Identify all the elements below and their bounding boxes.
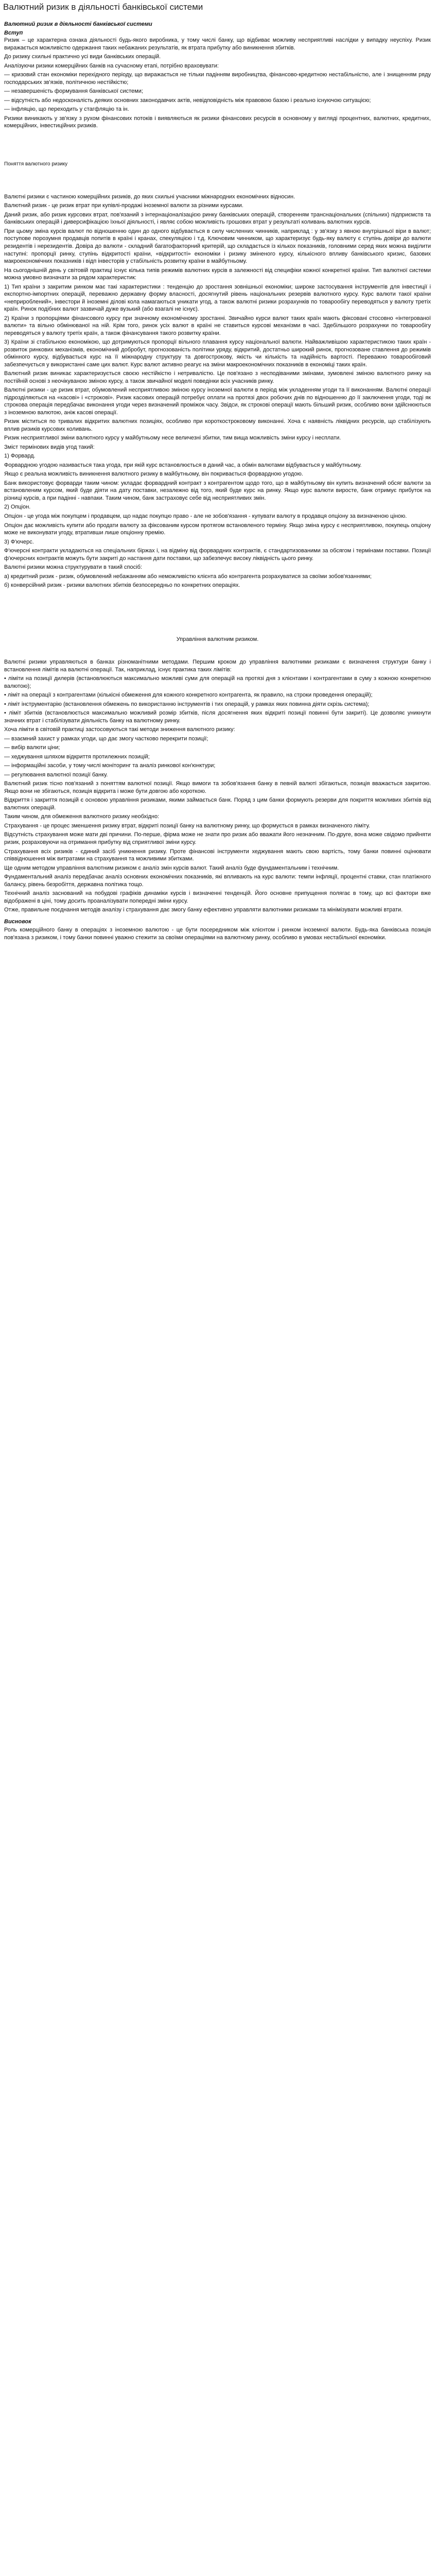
intro-heading: Вступ: [4, 29, 23, 36]
paragraph: 2) Опціон.: [4, 504, 31, 511]
paragraph: Валютні ризики можна структурувати в такий спосіб:: [4, 564, 142, 571]
paragraph: б) конверсійний ризик - ризики валютних збитків безпосередньо по конкретних операціях.: [4, 582, 240, 589]
paragraph: — інформаційні засоби, у тому числі моніторинг та аналіз ринкової кон'юнктури;: [4, 762, 216, 769]
paragraph: — інфляцію, що переходить у стагфляцію та ін.: [4, 106, 129, 113]
paragraph: — незавершеність формування банківської системи;: [4, 88, 143, 95]
document-body: [0, 12, 436, 953]
paragraph: — кризовий стан економіки перехідного періоду, що виражається не тільки падінням виробництва, фінансово-кредитною нестабільністю, але і знищенням ряду господарських зв'язків, політичною нестійкістю;: [4, 72, 431, 86]
paragraph: Банк використовує форварди таким чином: укладає форвардний контракт з контрагентом щодо того, що в майбутньому він купить визначений обсяг валюти за встановленим курсом, який буде діяти на дату поставки, незалежно від того, який буде курс на ринку. Якщо курс валюти виросте, банк отримує прибуток на різниці курсів, а при падінні - навпаки. Таким чином, банк застраховує себе від несприятливих змін.: [4, 480, 431, 501]
paragraph: • ліміт інструментарію (встановлення обмежень по використанню інструментів і тих операцій, у рамках яких повинна діяти скрізь система);: [4, 701, 370, 707]
paragraph: Ризик несприятливої зміни валютного курсу у майбутньому несе величезні збитки, тим вища можливість зміни курсу і несплати.: [4, 435, 341, 442]
paragraph: Ризики виникають у зв'язку з рухом фінансових потоків і виявляються як ризики фінансових ресурсів в основному у вигляді процентних, валютних, кредитних, комерційних, інвестиційних ризиків.: [4, 115, 431, 129]
paragraph: Зміст термінових видів угод такий:: [4, 444, 95, 450]
paragraph: — взаємний захист у рамках угоди, що дає змогу частково перекрити позиції;: [4, 735, 208, 742]
intro-paragraphs: [4, 37, 431, 130]
section-heading-concept: Поняття валютного ризику: [4, 161, 68, 167]
paragraph: При цьому зміна курсів валют по відношенню один до одного відбувається в силу численних чинників, наприклад : у зв'язку з явною внутрішньої віри в валют; поступове порозумня продавців попитів в країні і кранах, спекуляцією і т.д. Ключовим чинником, що характеризує будь-яку валюту є ступінь довіри до валюти резидентів і нерезидентів. Довіра до валюти - складний багатофакторний критерій, що складається із кількох показників, головними серед яких можна виділити наступні: пропорції ринку, ступінь відкритості країни, «відкритості» економіки і ризику зміненого курсу, кількісного впливу банківського кризис, базових макроекономічних показників і відп інвесторів у стабільність розвитку країни в майбутньому.: [4, 228, 431, 265]
paragraph: Валютний ризик тісно пов'язаний з поняттям валютної позиції. Якщо вимоги та зобов'язання банку в певній валюті збігаються, позиція вважається закритою. Якщо вони не збігаються, позиція відкрита і може бути довгою або короткою.: [4, 781, 431, 794]
paragraph: На сьогоднішній день у світовій практиці існує кілька типів режимів валютних курсів в залежності від специфіки кожної конкретної країни. Тип валютної системи можна умовно визначати за рядом характеристик:: [4, 267, 431, 281]
paragraph: • ліміт на операції з контрагентами (кількісні обмеження для кожного конкретного контрагента, як правило, на строки проведення операцій);: [4, 692, 373, 699]
paragraph: Опціон - це угода між покупцем і продавцем, що надає покупцю право - але не зобов'язання - купувати валюту в продавця опціону за визначеною ціною.: [4, 513, 407, 519]
document-heading: Валютний ризик в діяльності банківської системи: [4, 21, 152, 27]
paragraph: Технічний аналіз заснований на побудові графіків динаміки курсів і визначенні тенденцій. Його основне припущення полягає в тому, що всі фактори вже відображені в ціні, тому досить проаналізувати попередні зміни курсу.: [4, 890, 431, 904]
paragraph: Відкриття і закриття позицій є основою управління ризиками, якими займається банк. Поряд з цим банки формують резерви для покриття можливих збитків від валютних операцій.: [4, 797, 431, 811]
paragraph: Таким чином, для обмеження валютного ризику необхідно:: [4, 814, 160, 820]
paragraph: Страхування всіх ризиків - єдиний засіб уникнення ризику. Проте фінансові інструменти хеджування мають свою вартість, тому банки повинні оцінювати співвідношення між витратами на страхування та можливими збитками.: [4, 848, 431, 862]
paragraph: Форвардною угодою називається така угода, при якій курс встановлюється в даний час, а обмін валютами відбувається у майбутньому.: [4, 462, 362, 468]
paragraph: Валютні ризики - це ризик втрат, обумовлений несприятливою зміною курсу іноземної валюти в період між укладенням угоди та її виконанням. Валютні операції підрозділяються на «касові» і «строкові». Ризик касових операцій потребує оплати на протязі двох робочих днів по відношенню до її заключення угоди, тоді як строкова операція передбачає виконання угоди через визначений проміжок часу. Звідси, як строкові операції мають більший ризик, особливо вони здійснюються з іноземною валютою, аніж касові операції.: [4, 387, 431, 416]
paragraph: Валютні ризики управляються в банках різноманітними методами. Першим кроком до управління валютними ризиками є визначення структури банку і встановлення лімітів на валютні операції. Так, наприклад, існує практика таких лімітів:: [4, 659, 431, 673]
paragraph: а) кредитний ризик - ризик, обумовлений небажанням або неможливістю клієнта або контрагента розрахуватися за своїми зобов'язаннями;: [4, 573, 372, 580]
paragraph: — вибір валюти ціни;: [4, 744, 60, 751]
paragraph: Страхування - це процес зменшення ризику втрат, відкриті позиції банку на валютному ринку, що формується в рамках визначеного ліміту.: [4, 822, 370, 829]
paragraph: • ліміт збитків (встановлюється максимально можливий розмір збитків, після досягнення яких відкриті позиції повинні бути закриті). Це дозволяє уникнути значних втрат і стабілізувати діяльність банку на валютному ринку.: [4, 710, 431, 724]
paragraph: 3) Країни зі стабільною економікою, що дотримуються пропорції вільного плавання курсу національної валюти. Найважливішою характеристикою таких країн - розвиток ринкових механізмів, економічний добробут, прогнозованість політики уряду, відкритий, достатньо широкий ринок, прогнозоване ставлення до режимів обмінного курсу, відбувається курс на її міжнародну структуру та довгострокову, якість чи кількість та надійність вартості. Переважно товарообіговий забезпечується у використанні саме цих валют. Курс валют активно реагує на зміни макроекономічних показників в економіці таких країн.: [4, 339, 431, 368]
window-title: Валютний ризик в діяльності банківської системи: [3, 2, 203, 12]
paragraph: Ф'ючерсні контракти укладаються на спеціальних біржах і, на відміну від форвардних контрактів, є стандартизованими за обсягом і термінами поставки. Позиції ф'ючерсних контрактів можуть бути закриті до настання дати поставки, що забезпечує високу ліквідність цього ринку.: [4, 548, 431, 562]
paragraph: Якщо є реальна можливість виникнення валютного ризику в майбутньому, він покривається форвардною угодою.: [4, 471, 303, 478]
paragraph: Опціон дає можливість купити або продати валюту за фіксованим курсом протягом встановленого терміну. Якщо зміна курсу є несприятливою, покупець опціону може не виконувати угоду, втративши лише опціонну премію.: [4, 522, 431, 536]
paragraph: 1) Форвард.: [4, 453, 36, 460]
paragraph: Отже, правильне поєднання методів аналізу і страхування дає змогу банку ефективно управляти валютними ризиками та мінімізувати можливі втрати.: [4, 907, 403, 913]
paragraph: 1) Тип країни з закритим ринком має такі характеристики : тенденцію до зростання зовнішньої економіки; широке застосування інструментів для інвестиції і експортно-імпортних операцій, переважно державну форму власності, досягнутий рівень національних резервів валютного курсу. Курс валюти такої країни «неприроблений», інвестори й іноземні ділові кола намагаються уникати угод, а також валютні ризики розрахунків по товарообігу переводяться у валюту третіх країн. Ринок подібних валют зазвичай дуже вузький (або взагалі не існує).: [4, 283, 431, 313]
paragraph: 2) Країни з пропорціями фінансового курсу при значному економічному зростанні. Звичайно курси валют таких країн мають фіксовані стосовно «інтегрованої валюти» та вільно обмінюваної на ній. Крім того, ринок усіх валют в країні не ставиться курсові механізми в часі. Здебільшого розрахунки по товарообігу переводяться у валюту третіх країн, а також фінансування такого розвитку країни.: [4, 315, 431, 336]
conclusion-heading: Висновок: [4, 918, 31, 925]
paragraph: Ризик міститься по тривалих відкритих валютних позиціях, особливо при короткостроковому виконанні. Хоча є наявність ліквідних ресурсів, що стабілізують вплив ризиків курсових коливань.: [4, 418, 431, 432]
concept-paragraphs: [4, 193, 431, 589]
paragraph: — хеджування шляхом відкриття протилежних позицій;: [4, 753, 150, 760]
paragraph: Валютний ризик - це ризик втрат при купівлі-продажі іноземної валюти за різними курсами.: [4, 202, 243, 209]
paragraph: Роль комерційного банку в операціях з іноземною валютою - це бути посередником між клієнтом і ринком іноземної валюти. Будь-яка банківська позиція пов'язана з ризиком, і тому банки повинні уважно стежити за своїми операціями на валютному ринку, особливо в умовах нестабільної економіки.: [4, 927, 431, 941]
paragraph: Ризик – це характерна ознака діяльності будь-якого виробника, у тому числі банку, що відбиває можливу несприятливі наслідки у випадку неуспіху. Ризик виражається можливістю одержання таких небажаних результатів, як втрата прибутку або виникнення збитків.: [4, 37, 431, 51]
paragraph: 3) Ф'ючерс.: [4, 538, 34, 545]
section-heading-management: Управління валютним ризиком.: [176, 636, 259, 642]
paragraph: — регулювання валютної позиції банку.: [4, 771, 108, 778]
paragraph: Даний ризик, або ризик курсових втрат, пов'язаний з інтернаціоналізацією ринку банківських операцій, створенням транснаціональних (спільних) підприємств та банківських операцій і диверсифікацією їхньої діяльності, і являє собою можливість грошових втрат у результаті коливань валютних курсів.: [4, 211, 431, 226]
paragraph: Фундаментальний аналіз передбачає аналіз основних економічних показників, які впливають на курс валюти: темпи інфляції, процентні ставки, стан платіжного балансу, рівень безробіття, державна політика тощо.: [4, 874, 431, 888]
management-paragraphs: [4, 658, 431, 913]
paragraph: — відсутність або недосконалість деяких основних законодавчих актів, невідповідність між правовою базою і реально існуючою ситуацією;: [4, 97, 371, 104]
paragraph: Хоча ліміти в світовій практиці застосовуються такі методи зниження валютного ризику:: [4, 726, 235, 733]
paragraph: Відсутність страхування може мати дві причини. По-перше, фірма може не знати про ризик або вважати його незначним. По-друге, вона може свідомо прийняти ризик, розраховуючи на отримання прибутку від сприятливої зміни курсу.: [4, 832, 431, 845]
paragraph: Аналізуючи ризики комерційних банків на сучасному етапі, потрібно враховувати:: [4, 62, 219, 69]
paragraph: До ризику схильні практично усі види банківських операцій.: [4, 54, 161, 60]
paragraph: Ще одним методом управління валютним ризиком є аналіз змін курсів валют. Такий аналіз буде фундаментальним і технічним.: [4, 865, 339, 871]
paragraph: • ліміти на позиції дилерів (встановлюються максимально можливі суми для операцій на протязі дня з клієнтами і контрагентами в суму з кожною конкретною валютою);: [4, 675, 431, 689]
paragraph: Валютні ризики є частиною комерційних ризиків, до яких схильні учасники міжнародних економічних відносин.: [4, 193, 295, 200]
paragraph: Валютний ризик виникає характеризується своєю нестійкістю і нетривалістю. Це пов'язано з несподіваними змінами, зумовлені зміною валютного ринку на постійній основі з неочікуваною зміною курсу, а також звичайної моделі поведінки всіх учасників ринку.: [4, 370, 431, 384]
conclusion-paragraphs: [4, 926, 431, 941]
